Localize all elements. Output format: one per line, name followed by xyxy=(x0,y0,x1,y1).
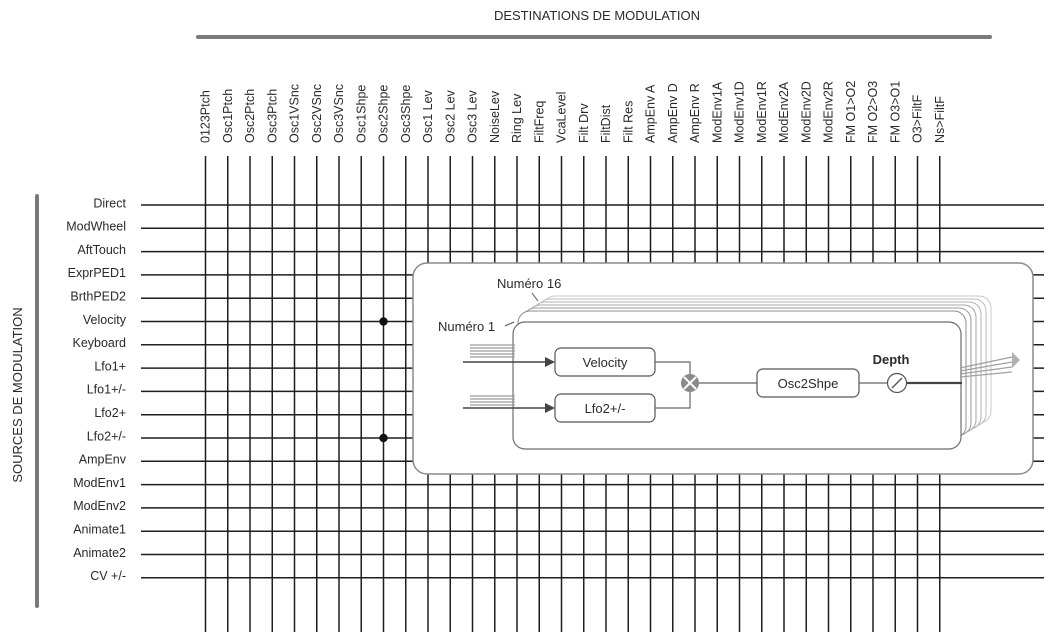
source-label: ModWheel xyxy=(66,219,126,234)
destination-label: Filt Drv xyxy=(576,103,591,143)
destination-label: ModEnv2R xyxy=(821,81,836,143)
source-label: AmpEnv xyxy=(78,452,126,467)
destination-label: AmpEnv A xyxy=(643,84,658,143)
slot-last-label: Numéro 16 xyxy=(497,276,562,291)
destination-label: Filt Res xyxy=(621,100,636,143)
source-label: AftTouch xyxy=(77,242,126,257)
destination-label: Osc1VSnc xyxy=(287,83,302,143)
source-label: Animate1 xyxy=(73,522,126,537)
source-label: BrthPED2 xyxy=(70,289,126,304)
destination-label: Osc3 Lev xyxy=(465,90,480,143)
destination-label: FiltFreq xyxy=(532,100,547,143)
destination-label: Osc2VSnc xyxy=(309,83,324,143)
destination-label: VcaLevel xyxy=(554,91,569,143)
destination-label: Osc2Shpe xyxy=(777,376,839,391)
destination-label: 0123Ptch xyxy=(198,90,213,143)
source-label: Keyboard xyxy=(72,336,126,351)
connection-dot xyxy=(379,317,387,325)
destination-label: Osc3Ptch xyxy=(265,88,280,143)
destination-label: ModEnv1R xyxy=(754,81,769,143)
destination-label: AmpEnv R xyxy=(688,83,702,143)
destination-label: FM O1>O2 xyxy=(843,80,858,143)
multiplier-icon xyxy=(681,374,699,392)
destination-label: Ns>FiltF xyxy=(932,96,947,143)
destination-label: FM O3>O1 xyxy=(888,80,903,143)
destination-label: ModEnv2A xyxy=(777,81,791,143)
source-label: ModEnv2 xyxy=(73,499,126,514)
slot-first-label: Numéro 1 xyxy=(438,319,496,334)
source-label: Velocity xyxy=(82,312,126,327)
source-label: CV +/- xyxy=(90,569,126,584)
destination-label: Osc1 Lev xyxy=(421,90,435,143)
destination-label: FiltDist xyxy=(599,104,613,143)
destination-label: O3>FiltF xyxy=(910,94,925,143)
source-label: Animate2 xyxy=(73,545,126,560)
destination-label: Osc2 Lev xyxy=(443,90,458,143)
destination-label: ModEnv2D xyxy=(799,81,814,143)
source-label: ExprPED1 xyxy=(67,266,126,281)
source-labels xyxy=(66,196,126,583)
depth-knob-icon xyxy=(888,374,907,393)
destination-label: Osc3VSnc xyxy=(332,83,346,143)
source-label: Lfo2+ xyxy=(94,405,126,420)
destination-label: Osc2Shpe xyxy=(376,84,391,143)
destination-label: Osc1Ptch xyxy=(220,88,235,143)
destinations-title: DESTINATIONS DE MODULATION xyxy=(493,8,701,23)
destination-label: Osc1Shpe xyxy=(354,84,369,143)
destination-label: ModEnv1A xyxy=(710,81,725,143)
destination-label: FM O2>O3 xyxy=(866,80,880,143)
destination-label: AmpEnv D xyxy=(665,83,680,143)
depth-label: Depth xyxy=(872,352,910,367)
connection-dot xyxy=(379,434,387,442)
destination-label: Osc2Ptch xyxy=(243,88,257,143)
source-b-label: Lfo2+/- xyxy=(584,401,626,416)
destination-label: ModEnv1D xyxy=(732,81,747,143)
destination-label: NoiseLev xyxy=(487,90,502,143)
source-label: Lfo1+ xyxy=(94,359,126,374)
source-label: Direct xyxy=(93,196,126,211)
source-label: ModEnv1 xyxy=(73,475,126,490)
source-a-label: Velocity xyxy=(582,355,628,370)
source-label: Lfo2+/- xyxy=(86,429,126,444)
destination-labels xyxy=(199,81,947,143)
sources-title: SOURCES DE MODULATION xyxy=(10,307,25,483)
modulation-slot-inset xyxy=(413,263,1033,474)
destination-label: Osc3Shpe xyxy=(398,84,413,143)
source-label: Lfo1+/- xyxy=(86,382,126,397)
destination-label: Ring Lev xyxy=(510,93,524,143)
